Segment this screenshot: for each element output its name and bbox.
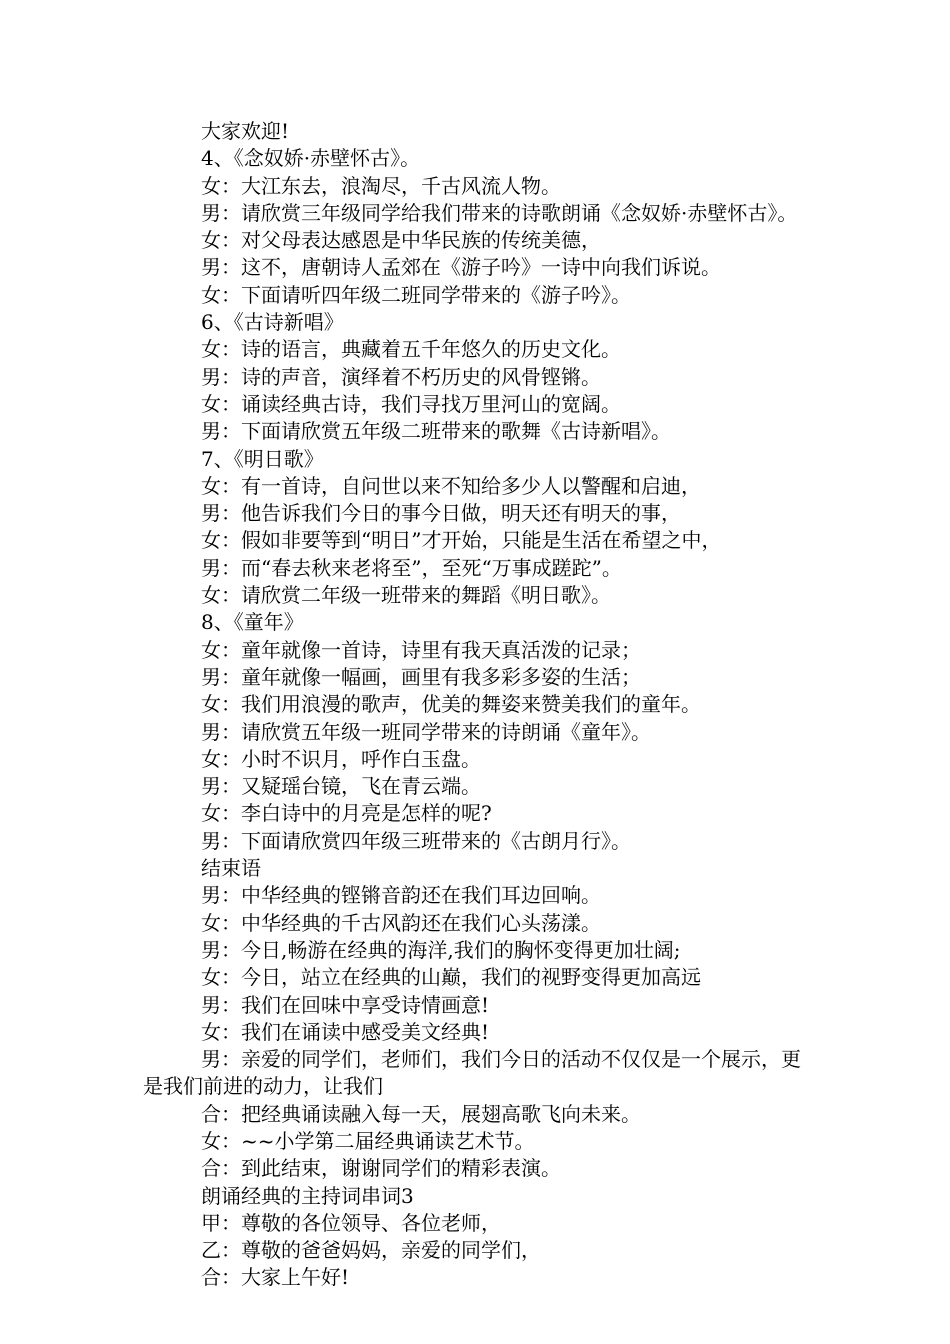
text-line: 女：~~小学第二届经典诵读艺术节。	[201, 1128, 535, 1153]
text-line: 合：把经典诵读融入每一天，展翅高歌飞向未来。	[201, 1101, 641, 1126]
text-line: 甲：尊敬的各位领导、各位老师，	[201, 1210, 501, 1235]
text-line: 8、《童年》	[201, 610, 304, 635]
text-line: 男：下面请欣赏五年级二班带来的歌舞《古诗新唱》。	[201, 419, 671, 444]
text-line: 合：到此结束，谢谢同学们的精彩表演。	[201, 1156, 561, 1181]
text-line: 女：下面请听四年级二班同学带来的《游子吟》。	[201, 282, 631, 307]
document-body	[143, 118, 813, 1292]
text-line: 男：诗的声音，演绎着不朽历史的风骨铿锵。	[201, 364, 601, 389]
text-line: 男：亲爱的同学们，老师们，我们今日的活动不仅仅是一个展示，更是我们前进的动力，让我们	[143, 1047, 801, 1099]
text-line: 女：有一首诗，自问世以来不知给多少人以警醒和启迪，	[201, 473, 701, 498]
text-line: 6、《古诗新唱》	[201, 310, 344, 335]
text-line: 乙：尊敬的爸爸妈妈，亲爱的同学们，	[201, 1238, 541, 1263]
text-line: 女：假如非要等到“明日”才开始，只能是生活在希望之中，	[201, 528, 722, 553]
text-line: 男：这不，唐朝诗人孟郊在《游子吟》一诗中向我们诉说。	[201, 255, 721, 280]
text-line: 男：请欣赏五年级一班同学带来的诗朗诵《童年》。	[201, 719, 651, 744]
text-line: 女：大江东去，浪淘尽，千古风流人物。	[201, 173, 561, 198]
text-line: 女：中华经典的千古风韵还在我们心头荡漾。	[201, 910, 601, 935]
text-line: 男：而“春去秋来老将至”，至死“万事成蹉跎”。	[201, 555, 622, 580]
text-line: 男：又疑瑶台镜，飞在青云端。	[201, 774, 481, 799]
text-line: 7、《明日歌》	[201, 446, 324, 471]
text-line: 女：童年就像一首诗，诗里有我天真活泼的记录；	[201, 637, 641, 662]
text-line: 女：今日，站立在经典的山巅，我们的视野变得更加高远	[201, 965, 701, 990]
text-line: 女：对父母表达感恩是中华民族的传统美德，	[201, 228, 601, 253]
text-line: 女：诵读经典古诗，我们寻找万里河山的宽阔。	[201, 391, 621, 416]
text-line: 女：我们在诵读中感受美文经典!	[201, 1019, 490, 1044]
text-line: 4、《念奴娇·赤壁怀古》。	[201, 146, 421, 171]
text-line: 女：李白诗中的月亮是怎样的呢?	[201, 801, 492, 826]
text-line: 合：大家上午好!	[201, 1265, 350, 1290]
text-line: 结束语	[201, 856, 261, 881]
text-line: 男：下面请欣赏四年级三班带来的《古朗月行》。	[201, 828, 631, 853]
text-line: 男：童年就像一幅画，画里有我多彩多姿的生活；	[201, 664, 641, 689]
text-line: 女：诗的语言，典藏着五千年悠久的历史文化。	[201, 337, 621, 362]
text-line: 女：我们用浪漫的歌声，优美的舞姿来赞美我们的童年。	[201, 692, 701, 717]
text-line: 大家欢迎!	[201, 119, 290, 143]
text-line: 女：小时不识月，呼作白玉盘。	[201, 746, 481, 771]
text-line: 男：我们在回味中享受诗情画意!	[201, 992, 490, 1017]
text-line: 朗诵经典的主持词串词3	[201, 1183, 414, 1208]
text-line: 男：中华经典的铿锵音韵还在我们耳边回响。	[201, 883, 601, 908]
text-line: 男：他告诉我们今日的事今日做，明天还有明天的事，	[201, 501, 681, 526]
text-line: 男：今日,畅游在经典的海洋,我们的胸怀变得更加壮阔;	[201, 937, 681, 962]
text-line: 男：请欣赏三年级同学给我们带来的诗歌朗诵《念奴娇·赤壁怀古》。	[201, 200, 798, 225]
text-line: 女：请欣赏二年级一班带来的舞蹈《明日歌》。	[201, 583, 611, 608]
